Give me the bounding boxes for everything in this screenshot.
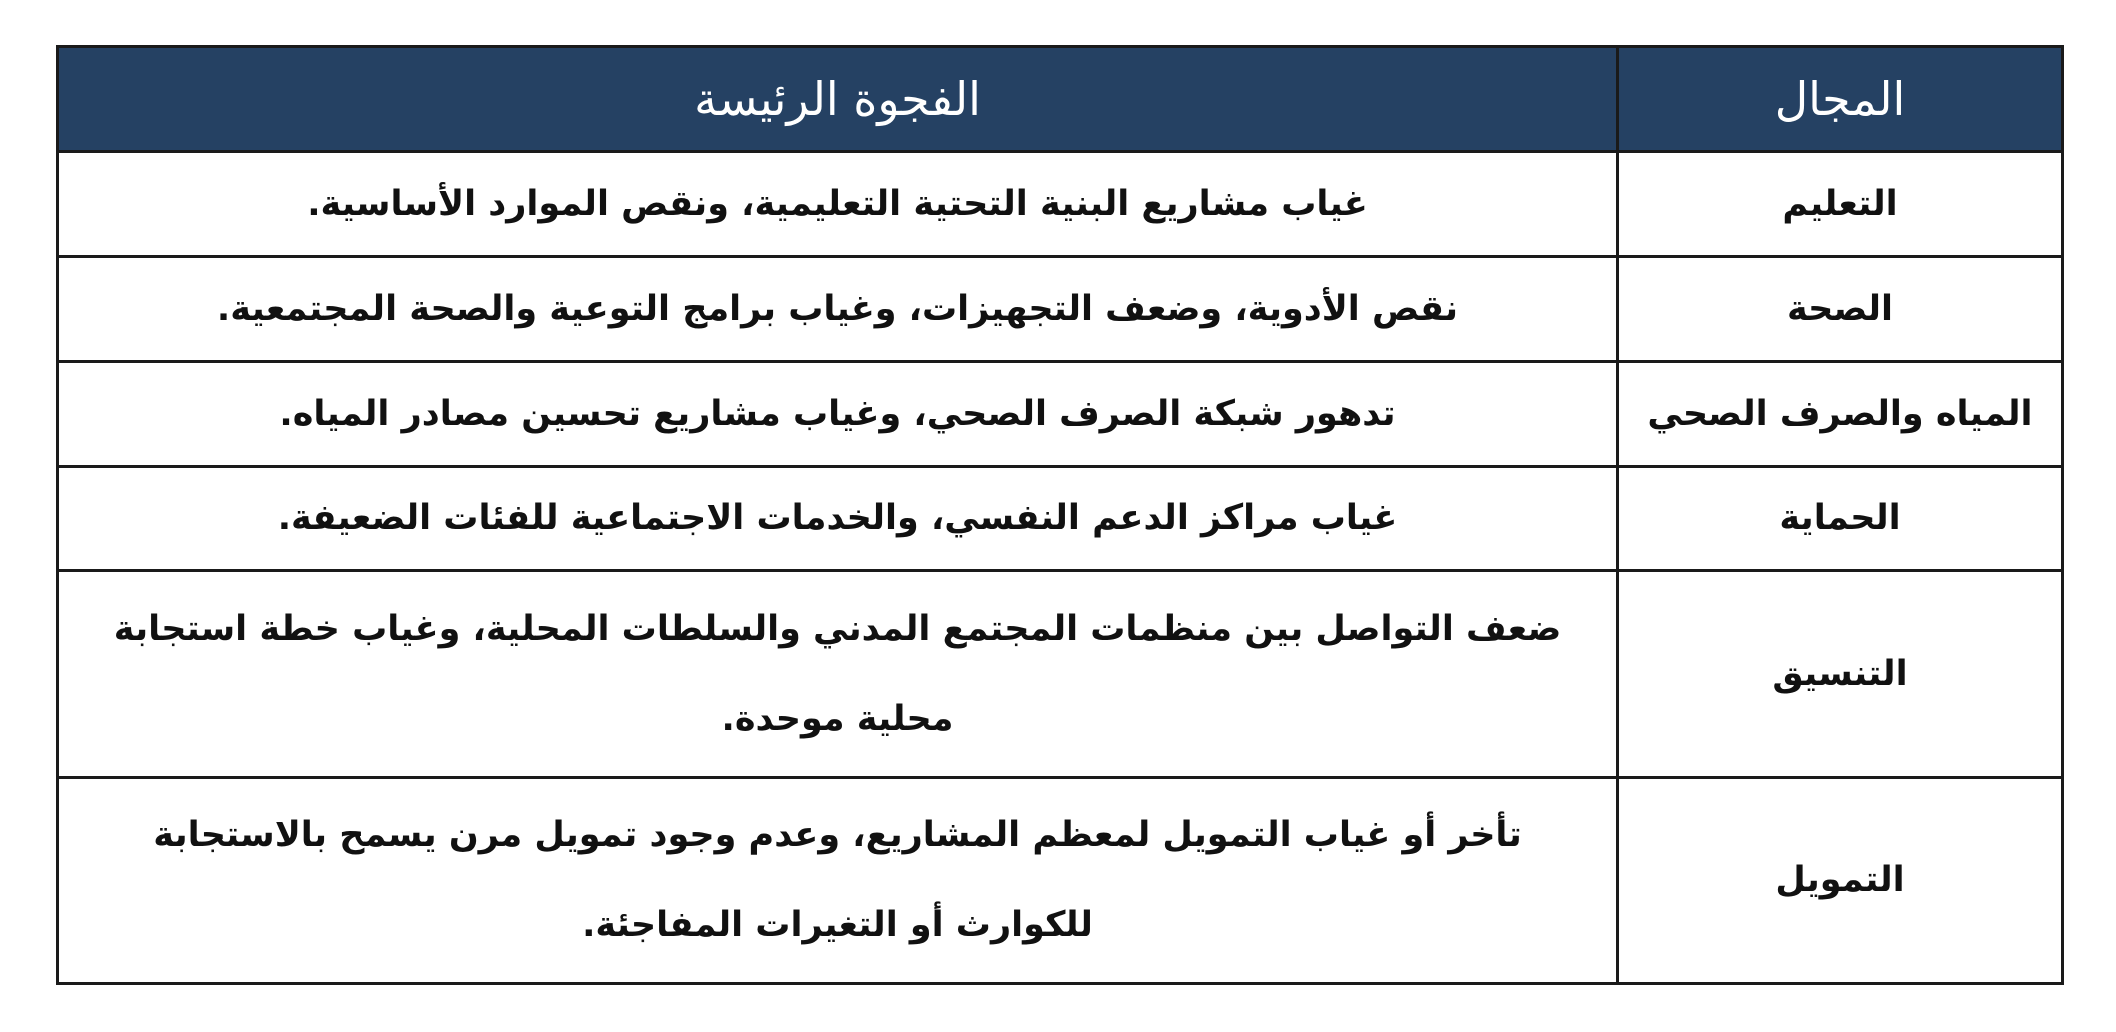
domain-cell: التنسيق xyxy=(1618,571,2063,777)
gap-cell: تأخر أو غياب التمويل لمعظم المشاريع، وعدم وجود تمويل مرن يسمح بالاستجابة للكوارث أو التغيرات المفاجئة. xyxy=(58,777,1618,983)
header-gap: الفجوة الرئيسة xyxy=(58,47,1618,152)
table-row xyxy=(58,571,2063,777)
gap-cell: نقص الأدوية، وضعف التجهيزات، وغياب برامج التوعية والصحة المجتمعية. xyxy=(58,256,1618,361)
domain-cell: التمويل xyxy=(1618,777,2063,983)
domain-cell: الصحة xyxy=(1618,256,2063,361)
table-row xyxy=(58,256,2063,361)
table-row xyxy=(58,361,2063,466)
gap-cell: غياب مراكز الدعم النفسي، والخدمات الاجتماعية للفئات الضعيفة. xyxy=(58,466,1618,571)
table-row xyxy=(58,466,2063,571)
gaps-table xyxy=(56,45,2064,985)
domain-cell: المياه والصرف الصحي xyxy=(1618,361,2063,466)
table-header-row xyxy=(58,47,2063,152)
table-row xyxy=(58,152,2063,257)
gap-cell: غياب مشاريع البنية التحتية التعليمية، ونقص الموارد الأساسية. xyxy=(58,152,1618,257)
table-row xyxy=(58,777,2063,983)
domain-cell: الحماية xyxy=(1618,466,2063,571)
gap-cell: تدهور شبكة الصرف الصحي، وغياب مشاريع تحسين مصادر المياه. xyxy=(58,361,1618,466)
header-domain: المجال xyxy=(1618,47,2063,152)
domain-cell: التعليم xyxy=(1618,152,2063,257)
gap-cell: ضعف التواصل بين منظمات المجتمع المدني والسلطات المحلية، وغياب خطة استجابة محلية موحدة. xyxy=(58,571,1618,777)
